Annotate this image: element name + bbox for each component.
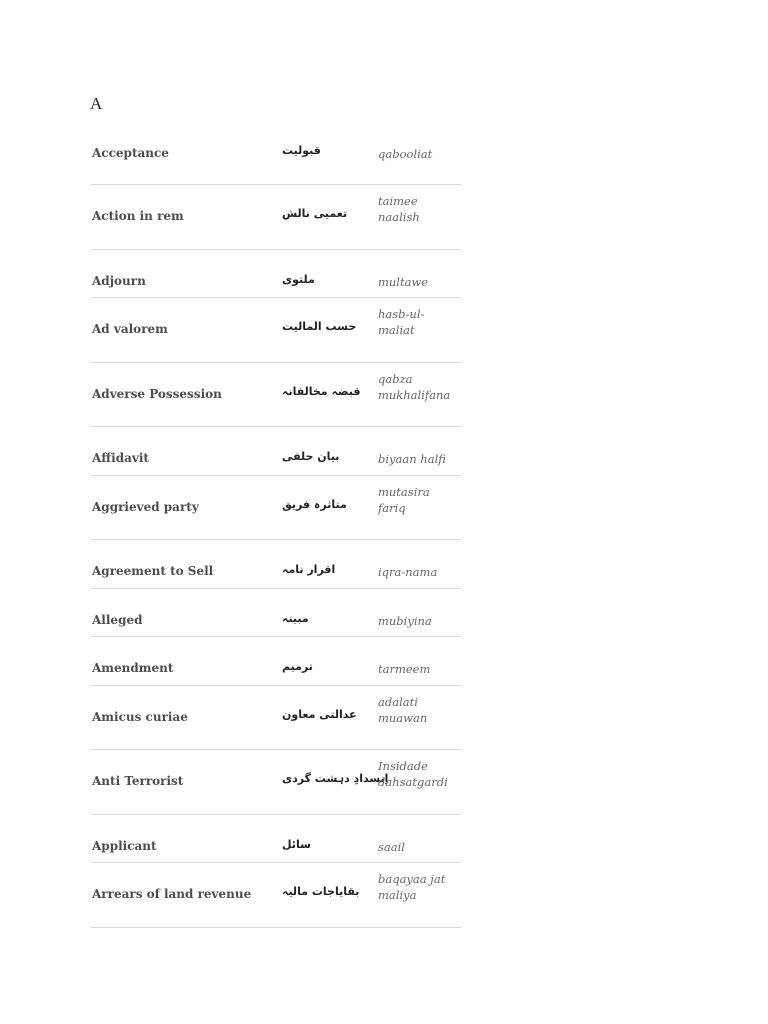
urdu-term: اِنسدادِ دہشت گردی (282, 772, 389, 785)
urdu-term: بقایاجات مالیہ (282, 885, 360, 898)
section-letter-heading: A (90, 94, 103, 113)
transliteration: baqayaa jat maliya (378, 872, 446, 902)
urdu-term: بیان حلفی (282, 450, 340, 463)
transliteration: mubiyina (378, 613, 432, 628)
urdu-term: قبضہ مخالفانہ (282, 384, 361, 398)
glossary-row (90, 122, 462, 185)
transliteration: iqra-nama (378, 565, 438, 579)
glossary-row (90, 637, 462, 686)
transliteration: hasb-ul-maliat (378, 307, 425, 337)
glossary-row (90, 476, 462, 541)
glossary-table (90, 122, 462, 928)
english-term: Alleged (92, 612, 143, 627)
glossary-row (90, 250, 462, 299)
urdu-term: ملتوی (282, 272, 315, 286)
transliteration: saail (378, 839, 405, 854)
glossary-row (90, 540, 462, 589)
urdu-term: مبینہ (282, 611, 309, 625)
transliteration: qabza mukhalifana (378, 371, 451, 402)
english-term: Anti Terrorist (92, 774, 184, 788)
english-term: Amendment (92, 661, 174, 675)
urdu-term: حسب المالیت (282, 320, 357, 333)
english-term: Applicant (92, 838, 157, 853)
transliteration: qabooliat (378, 147, 433, 161)
english-term: Aggrieved party (92, 499, 199, 514)
english-term: Ad valorem (92, 322, 168, 336)
transliteration: taimee naalish (378, 194, 420, 224)
urdu-term: اقرار نامہ (282, 563, 336, 576)
glossary-row (90, 185, 462, 250)
transliteration: mutasira fariq (378, 484, 430, 515)
english-term: Arrears of land revenue (92, 887, 252, 901)
glossary-row (90, 863, 462, 928)
urdu-term: تعمیی نالش (282, 207, 348, 220)
urdu-term: عدالتی معاون (282, 707, 357, 721)
urdu-term: سائل (282, 837, 311, 851)
glossary-row (90, 750, 462, 815)
transliteration: tarmeem (378, 662, 431, 676)
transliteration: adalati muawan (378, 694, 428, 725)
english-term: Affidavit (92, 451, 149, 465)
glossary-row (90, 363, 462, 428)
english-term: Adjourn (92, 273, 146, 288)
urdu-term: قبولیت (282, 144, 321, 157)
english-term: Acceptance (92, 146, 169, 160)
english-term: Amicus curiae (92, 709, 188, 724)
english-term: Action in rem (92, 209, 184, 223)
transliteration: multawe (378, 274, 429, 289)
glossary-row (90, 589, 462, 638)
english-term: Agreement to Sell (92, 564, 214, 578)
glossary-row (90, 427, 462, 476)
transliteration: biyaan halfi (378, 452, 446, 466)
glossary-row (90, 815, 462, 864)
glossary-row (90, 686, 462, 751)
urdu-term: متاثرہ فریق (282, 497, 347, 511)
english-term: Adverse Possession (92, 386, 222, 401)
urdu-term: ترمیم (282, 660, 313, 673)
transliteration: Insidade dahsatgardi (378, 759, 448, 789)
glossary-row (90, 298, 462, 363)
